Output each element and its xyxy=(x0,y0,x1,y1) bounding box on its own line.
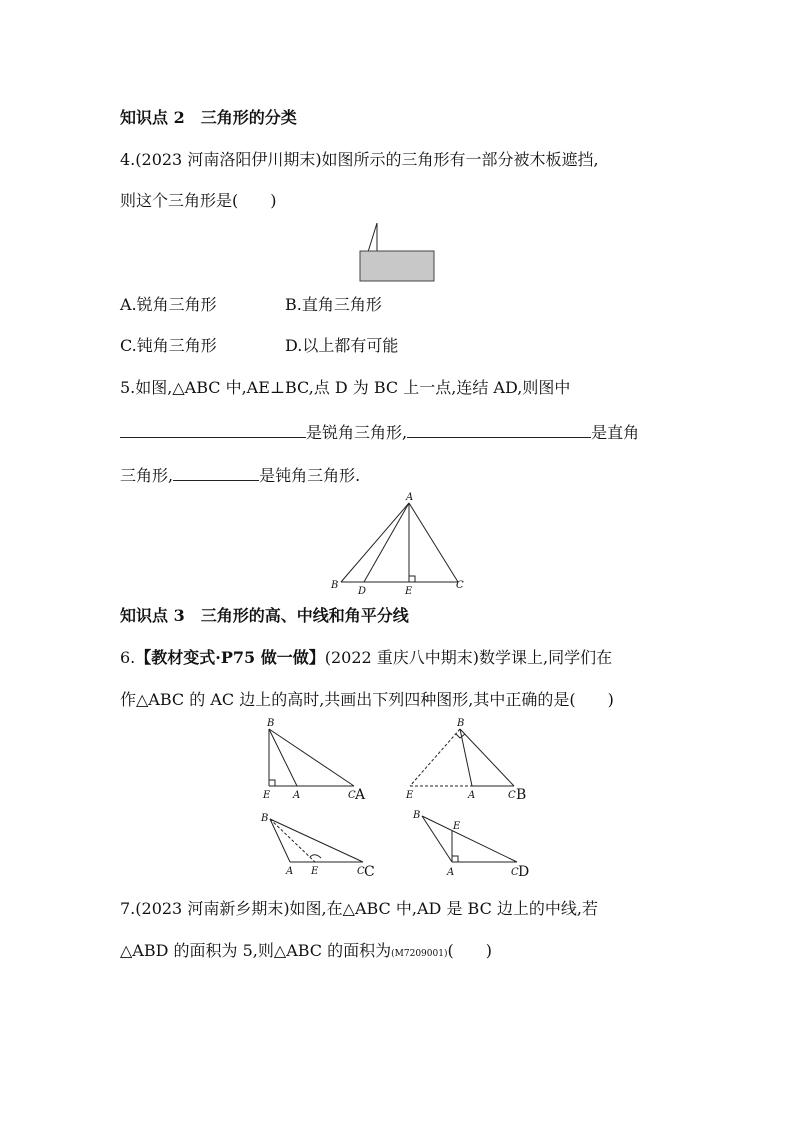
label-b: B xyxy=(331,580,339,591)
q5-line2-text-b: 是直角 xyxy=(591,423,640,442)
right-angle-mark xyxy=(409,576,415,582)
right-angle-mark xyxy=(456,734,465,738)
right-angle-mark xyxy=(269,780,275,786)
q6-line1 xyxy=(120,647,612,669)
q7-bracket: ( ) xyxy=(447,941,492,960)
q4-option-c: C.钝角三角形 xyxy=(120,336,217,355)
q4-triangle-side xyxy=(368,223,377,252)
q6-figure-b xyxy=(400,715,530,805)
q7-line2 xyxy=(120,940,492,965)
q4-figure xyxy=(355,220,439,284)
q7-code: (M7209001) xyxy=(391,949,448,959)
label-e: E xyxy=(453,821,461,832)
label-b: B xyxy=(413,810,421,821)
label-a: A xyxy=(447,867,455,878)
right-angle-mark xyxy=(452,856,458,862)
q5-line2-text-a: 是锐角三角形, xyxy=(306,423,408,442)
side-bc xyxy=(270,819,363,862)
label-c: C xyxy=(357,866,365,877)
segment-ad xyxy=(364,503,409,582)
q7-line1: 7.(2023 河南新乡期末)如图,在△ABC 中,AD 是 BC 边上的中线,若 xyxy=(120,899,598,918)
section-title-3: 知识点 3 三角形的高、中线和角平分线 xyxy=(120,606,409,625)
q6-line1-rest: (2022 重庆八中期末)数学课上,同学们在 xyxy=(324,648,613,667)
label-d: D xyxy=(358,586,367,597)
label-b: B xyxy=(267,718,275,729)
q4-board xyxy=(360,251,434,281)
q6-figure-d xyxy=(405,805,535,881)
q5-line1: 5.如图,△ABC 中,AE⊥BC,点 D 为 BC 上一点,连结 AD,则图中 xyxy=(120,378,571,397)
q6-line2: 作△ABC 的 AC 边上的高时,共画出下列四种图形,其中正确的是( ) xyxy=(120,690,614,709)
segment-ac xyxy=(409,503,458,582)
label-a: A xyxy=(286,866,294,877)
q5-line3-text-b: 是钝角三角形. xyxy=(259,466,361,485)
label-c: C xyxy=(348,790,356,801)
option-label-d: D xyxy=(518,864,530,880)
side-bc xyxy=(422,816,517,862)
label-b: B xyxy=(457,718,465,729)
option-label-a: A xyxy=(355,787,366,803)
q6-figure-c xyxy=(255,808,385,880)
q5-line3-text-a: 三角形, xyxy=(120,466,174,485)
q4-line1: 4.(2023 河南洛阳伊川期末)如图所示的三角形有一部分被木板遮挡, xyxy=(120,150,599,169)
q6-bracket-label: 【教材变式·P75 做一做】 xyxy=(135,648,325,667)
q5-line2 xyxy=(120,419,639,444)
answer-blank[interactable] xyxy=(407,419,591,438)
label-b: B xyxy=(261,813,269,824)
answer-blank[interactable] xyxy=(120,419,306,438)
dashed-line xyxy=(410,729,460,786)
q5-figure xyxy=(326,490,470,596)
q6-prefix: 6. xyxy=(120,648,136,667)
segment-ab xyxy=(341,503,409,582)
q4-option-b: B.直角三角形 xyxy=(285,295,382,314)
label-c: C xyxy=(508,790,516,801)
side-ba xyxy=(269,729,297,786)
label-c: C xyxy=(456,580,464,591)
label-e: E xyxy=(263,790,271,801)
label-a: A xyxy=(406,492,414,503)
side-bc xyxy=(460,729,514,786)
label-e: E xyxy=(406,790,414,801)
angle-mark xyxy=(310,855,321,858)
answer-blank[interactable] xyxy=(173,462,259,481)
q4-line2: 则这个三角形是( ) xyxy=(120,191,277,210)
q5-line3 xyxy=(120,462,360,487)
side-bc xyxy=(269,729,354,786)
label-a: A xyxy=(468,790,476,801)
q7-line2-text: △ABD 的面积为 5,则△ABC 的面积为 xyxy=(120,941,392,960)
option-label-c: C xyxy=(364,864,375,880)
side-ba xyxy=(460,729,472,786)
label-e: E xyxy=(405,586,413,597)
q4-option-a: A.锐角三角形 xyxy=(120,295,217,314)
side-ba xyxy=(270,819,290,862)
section-title-2: 知识点 2 三角形的分类 xyxy=(120,108,297,127)
dashed-line xyxy=(270,819,315,862)
q6-figure-a xyxy=(260,715,375,805)
label-c: C xyxy=(511,867,519,878)
option-label-b: B xyxy=(516,787,527,803)
label-a: A xyxy=(293,790,301,801)
label-e: E xyxy=(311,866,319,877)
q4-option-d: D.以上都有可能 xyxy=(285,336,399,355)
